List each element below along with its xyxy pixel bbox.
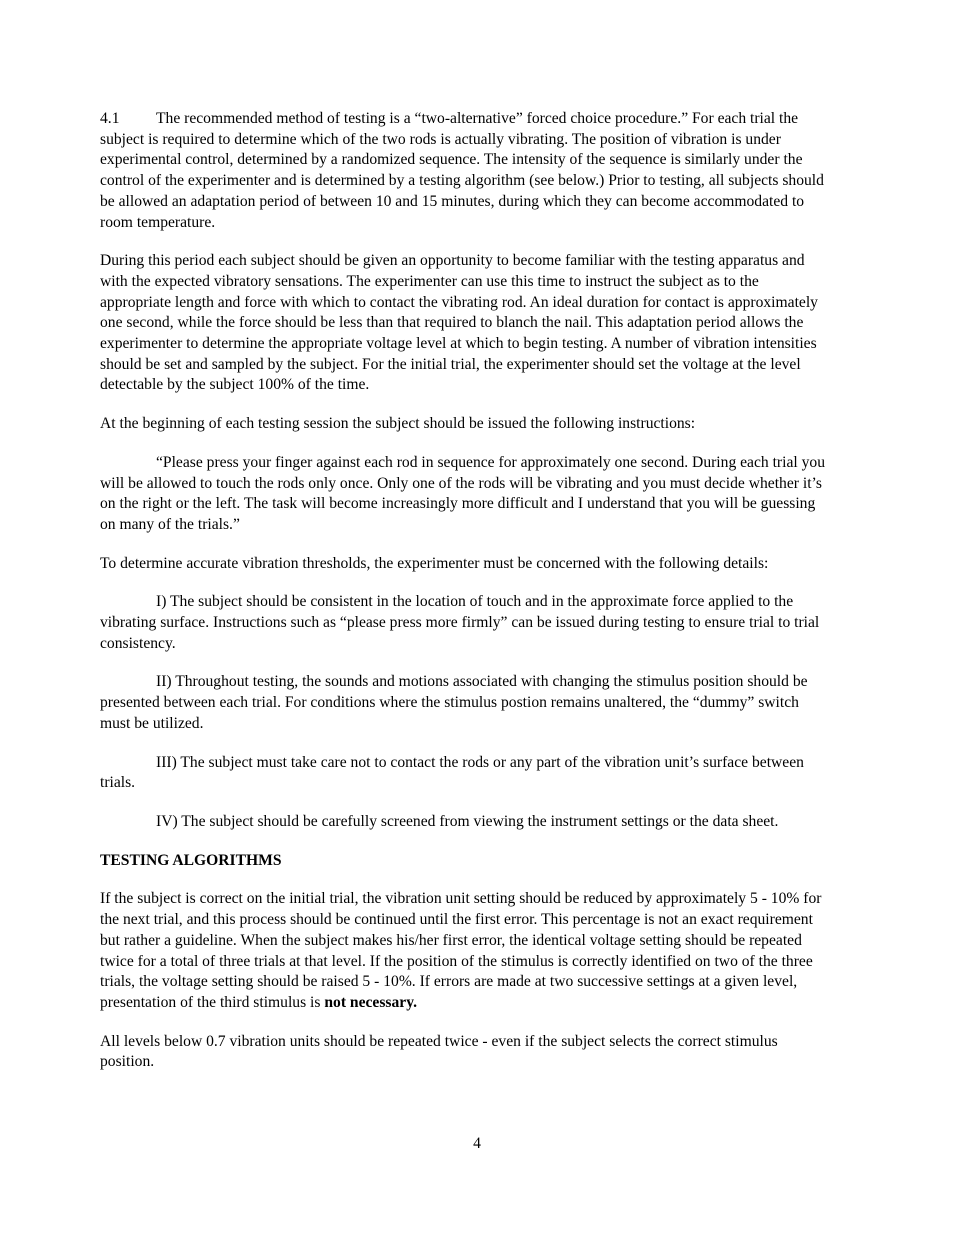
detail-item-3: III) The subject must take care not to contact the rods or any part of the vibration unit’s surface between trials. — [100, 753, 804, 792]
paragraph-algorithm — [100, 889, 828, 1013]
instructions-quote: “Please press your finger against each rod in sequence for approximately one second. During each trial you will be allowed to touch the rods only once. Only one of the rods will be vibrating and you must decide whether it’s on the right or the left. The task will become increasingly more difficult and I understand that you will be guessing on many of the trials.” — [100, 453, 825, 533]
paragraph-instructions-intro: At the beginning of each testing session the subject should be issued the following instructions: — [100, 415, 696, 433]
detail-item-4: IV) The subject should be carefully screened from viewing the instrument settings or the data sheet. — [156, 812, 779, 830]
paragraph-low-levels: All levels below 0.7 vibration units should be repeated twice - even if the subject selects the correct stimulus position. — [100, 1032, 778, 1071]
section-4-1-paragraph — [100, 109, 828, 233]
section-number: 4.1 — [100, 110, 120, 127]
section-paragraph-1: The recommended method of testing is a “two-alternative” forced choice procedure.” For each trial the subject is required to determine which of the two rods is actually vibrating. The position of vibration is under experimental control, determined by a randomized sequence. The intensity of the sequence is similarly under the control of the experimenter and is determined by a testing algorithm (see below.) Prior to testing, all subjects should be allowed an adaptation period of between 10 and 15 minutes, during which they can become accommodated to room temperature. — [100, 110, 824, 231]
detail-item-2: II) Throughout testing, the sounds and motions associated with changing the stimulus position should be presented between each trial. For conditions where the stimulus postion remains unaltered, the “dummy” switch must be utilized. — [100, 673, 808, 732]
detail-item-1: I) The subject should be consistent in the location of touch and in the approximate force applied to the vibrating surface. Instructions such as “please press more firmly” can be issued during testing to ensure trial to trial consistency. — [100, 593, 820, 652]
algorithm-text: If the subject is correct on the initial trial, the vibration unit setting should be reduced by approximately 5 - 10% for the next trial, and this process should be continued until the first error. This percentage is not an exact requirement but rather a guideline. When the subject makes his/her first error, the identical voltage setting should be repeated twice for a total of three trials at that level. If the position of the stimulus is correctly identified on two of the three trials, the voltage setting should be raised 5 - 10%. If errors are made at two successive settings at a given level, presentation of the third stimulus is — [100, 890, 822, 1011]
document-page — [100, 109, 828, 1091]
page-number: 4 — [473, 1135, 481, 1152]
paragraph-adaptation: During this period each subject should be given an opportunity to become familiar with the testing apparatus and with the expected vibratory sensations. The experimenter can use this time to instruct the subject as to the appropriate length and force with which to contact the vibrating rod. An ideal duration for contact is approximately one second, while the force should be less than that required to blanch the nail. This adaptation period allows the experimenter to determine the appropriate voltage level at which to begin testing. A number of vibration intensities should be set and sampled by the subject. For the initial trial, the experimenter should set the voltage at the level detectable by the subject 100% of the time. — [100, 252, 818, 394]
section-heading-testing-algorithms: TESTING ALGORITHMS — [100, 851, 282, 869]
paragraph-details-intro: To determine accurate vibration thresholds, the experimenter must be concerned with the following details: — [100, 554, 769, 572]
algorithm-emphasis: not necessary. — [324, 993, 418, 1011]
